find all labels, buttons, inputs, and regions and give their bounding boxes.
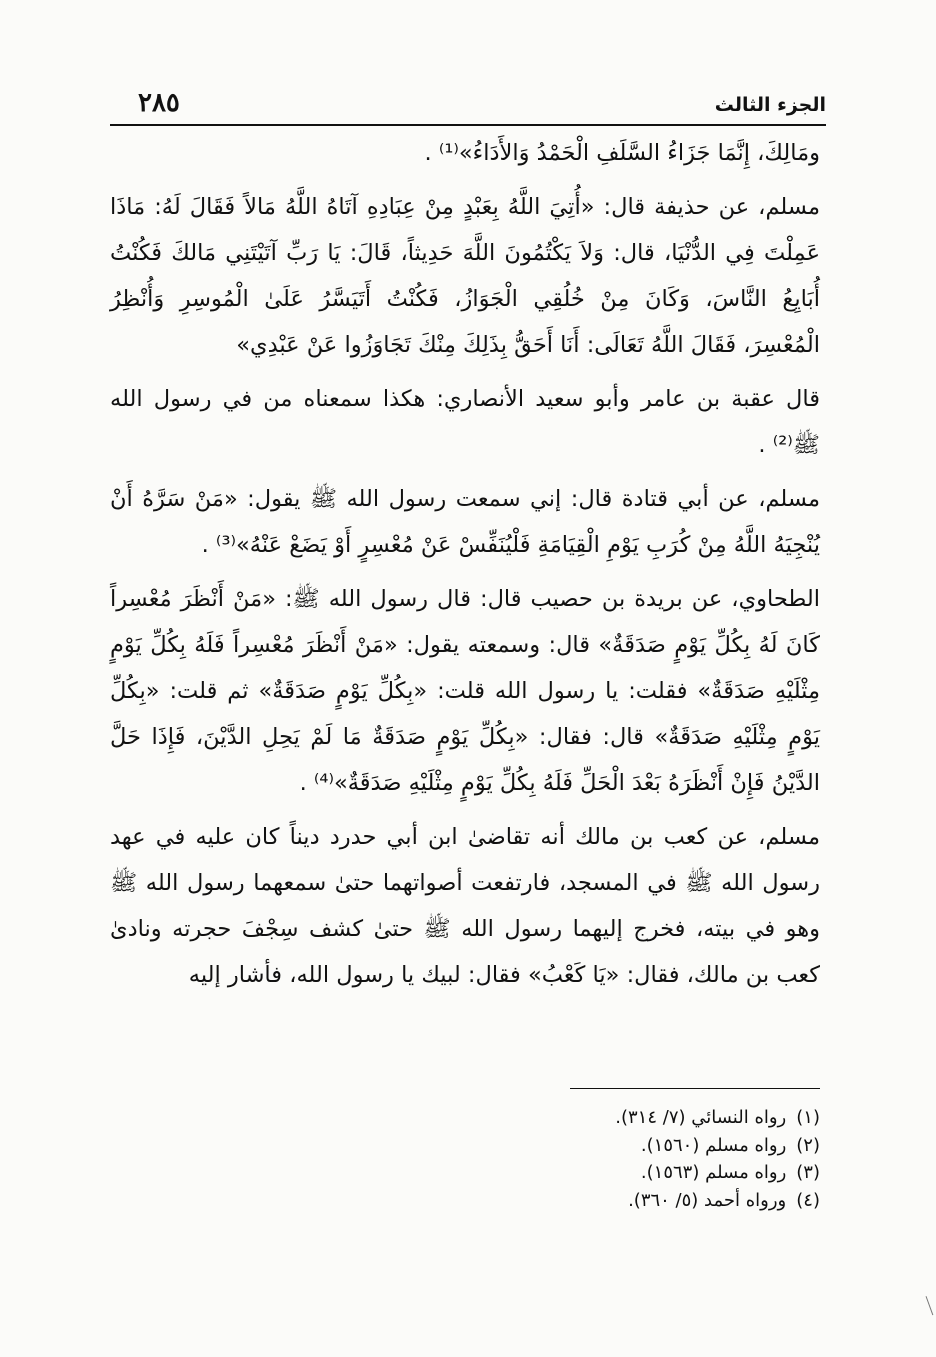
page-header: [110, 88, 826, 124]
paragraph: مسلم، عن كعب بن مالك أنه تقاضىٰ ابن أبي حدرد ديناً كان عليه في عهد رسول الله ﷺ في المسجد، فارتفعت أصواتهما حتىٰ سمعهما رسول الله ﷺ وهو في بيته، فخرج إليهما رسول الله ﷺ حتىٰ كشف سِجْفَ حجرته ونادىٰ كعب بن مالك، فقال: «يَا كَعْبُ» فقال: لبيك يا رسول الله، فأشار إليه: [110, 824, 820, 988]
paragraph: ومَالِكَ، إِنَّمَا جَزَاءُ السَّلَفِ الْحَمْدُ وَالأَدَاءُ»⁽¹⁾ .: [424, 140, 820, 166]
footnote-number: (١): [796, 1107, 820, 1128]
footnote: [110, 1159, 820, 1187]
footnote-text: رواه مسلم (١٥٦٣).: [640, 1162, 787, 1183]
paragraph: قال عقبة بن عامر وأبو سعيد الأنصاري: هكذا سمعناه من في رسول الله ﷺ⁽²⁾ .: [110, 386, 820, 458]
footnote-text: رواه النسائي (٧/ ٣١٤).: [615, 1107, 787, 1128]
paragraph: مسلم، عن أبي قتادة قال: إني سمعت رسول الله ﷺ يقول: «مَنْ سَرَّهُ أَنْ يُنْجِيَهُ اللَّهُ مِنْ كُرَبِ يَوْمِ الْقِيَامَةِ فَلْيُنَفِّسْ عَنْ مُعْسِرٍ أَوْ يَضَعْ عَنْهُ»⁽³⁾ .: [110, 486, 820, 558]
footnote-number: (٣): [796, 1162, 820, 1183]
header-rule: [110, 124, 826, 126]
footnote-rule: [570, 1088, 820, 1089]
footnote: [110, 1132, 820, 1160]
scan-edge-mark: [924, 1296, 934, 1316]
running-head: الجزء الثالث: [714, 94, 826, 116]
paragraph: مسلم، عن حذيفة قال: «أُتِيَ اللَّهُ بِعَبْدٍ مِنْ عِبَادِهِ آتَاهُ اللَّهُ مَالاً فَقَالَ لَهُ: مَاذَا عَمِلْتَ فِي الدُّنْيَا، قال: وَلاَ يَكْتُمُونَ اللَّهَ حَدِيثاً، قَالَ: يَا رَبِّ آتَيْتَنِي مَالكَ فَكُنْتُ أُبَايِعُ النَّاسَ، وَكَانَ مِنْ خُلُقِي الْجَوَازُ، فَكُنْتُ أَتَيَسَّرُ عَلَىٰ الْمُوسِرِ وَأُنْظِرُ الْمُعْسِرَ، فَقَالَ اللَّهُ تَعَالَى: أَنَا أَحَقُّ بِذَلِكَ مِنْكَ تَجَاوَزُوا عَنْ عَبْدِي»: [110, 194, 820, 358]
footnote: [110, 1187, 820, 1215]
paragraph: الطحاوي، عن بريدة بن حصيب قال: قال رسول الله ﷺ: «مَنْ أَنْظَرَ مُعْسِراً كَانَ لَهُ بِكُلِّ يَوْمٍ صَدَقَةٌ» قال: وسمعته يقول: «مَنْ أَنْظَرَ مُعْسِراً فَلَهُ بِكُلِّ يَوْمٍ مِثْلَيْهِ صَدَقَةٌ» فقلت: يا رسول الله قلت: «بِكُلِّ يَوْمٍ صَدَقَةٌ» ثم قلت: «بِكُلِّ يَوْمٍ مِثْلَيْهِ صَدَقَةٌ» قال: فقال: «بِكُلِّ يَوْمٍ صَدَقَةٌ مَا لَمْ يَحِلِ الدَّيْنَ، فَإِذَا حَلَّ الدَّيْنُ فَإِنْ أَنْظَرَهُ بَعْدَ الْحَلِّ فَلَهُ بِكُلِّ يَوْمٍ مِثْلَيْهِ صَدَقَةٌ»⁽⁴⁾ .: [110, 586, 820, 796]
footnote-text: رواه مسلم (١٥٦٠).: [640, 1134, 787, 1156]
main-text: [110, 130, 820, 1006]
footnote-number: (٤): [796, 1189, 820, 1211]
footnote: [110, 1104, 820, 1132]
page-number: ٢٨٥: [138, 88, 180, 118]
footnote-text: ورواه أحمد (٥/ ٣٦٠).: [628, 1189, 787, 1211]
footnote-number: (٢): [796, 1134, 820, 1156]
footnotes: [110, 1104, 820, 1214]
